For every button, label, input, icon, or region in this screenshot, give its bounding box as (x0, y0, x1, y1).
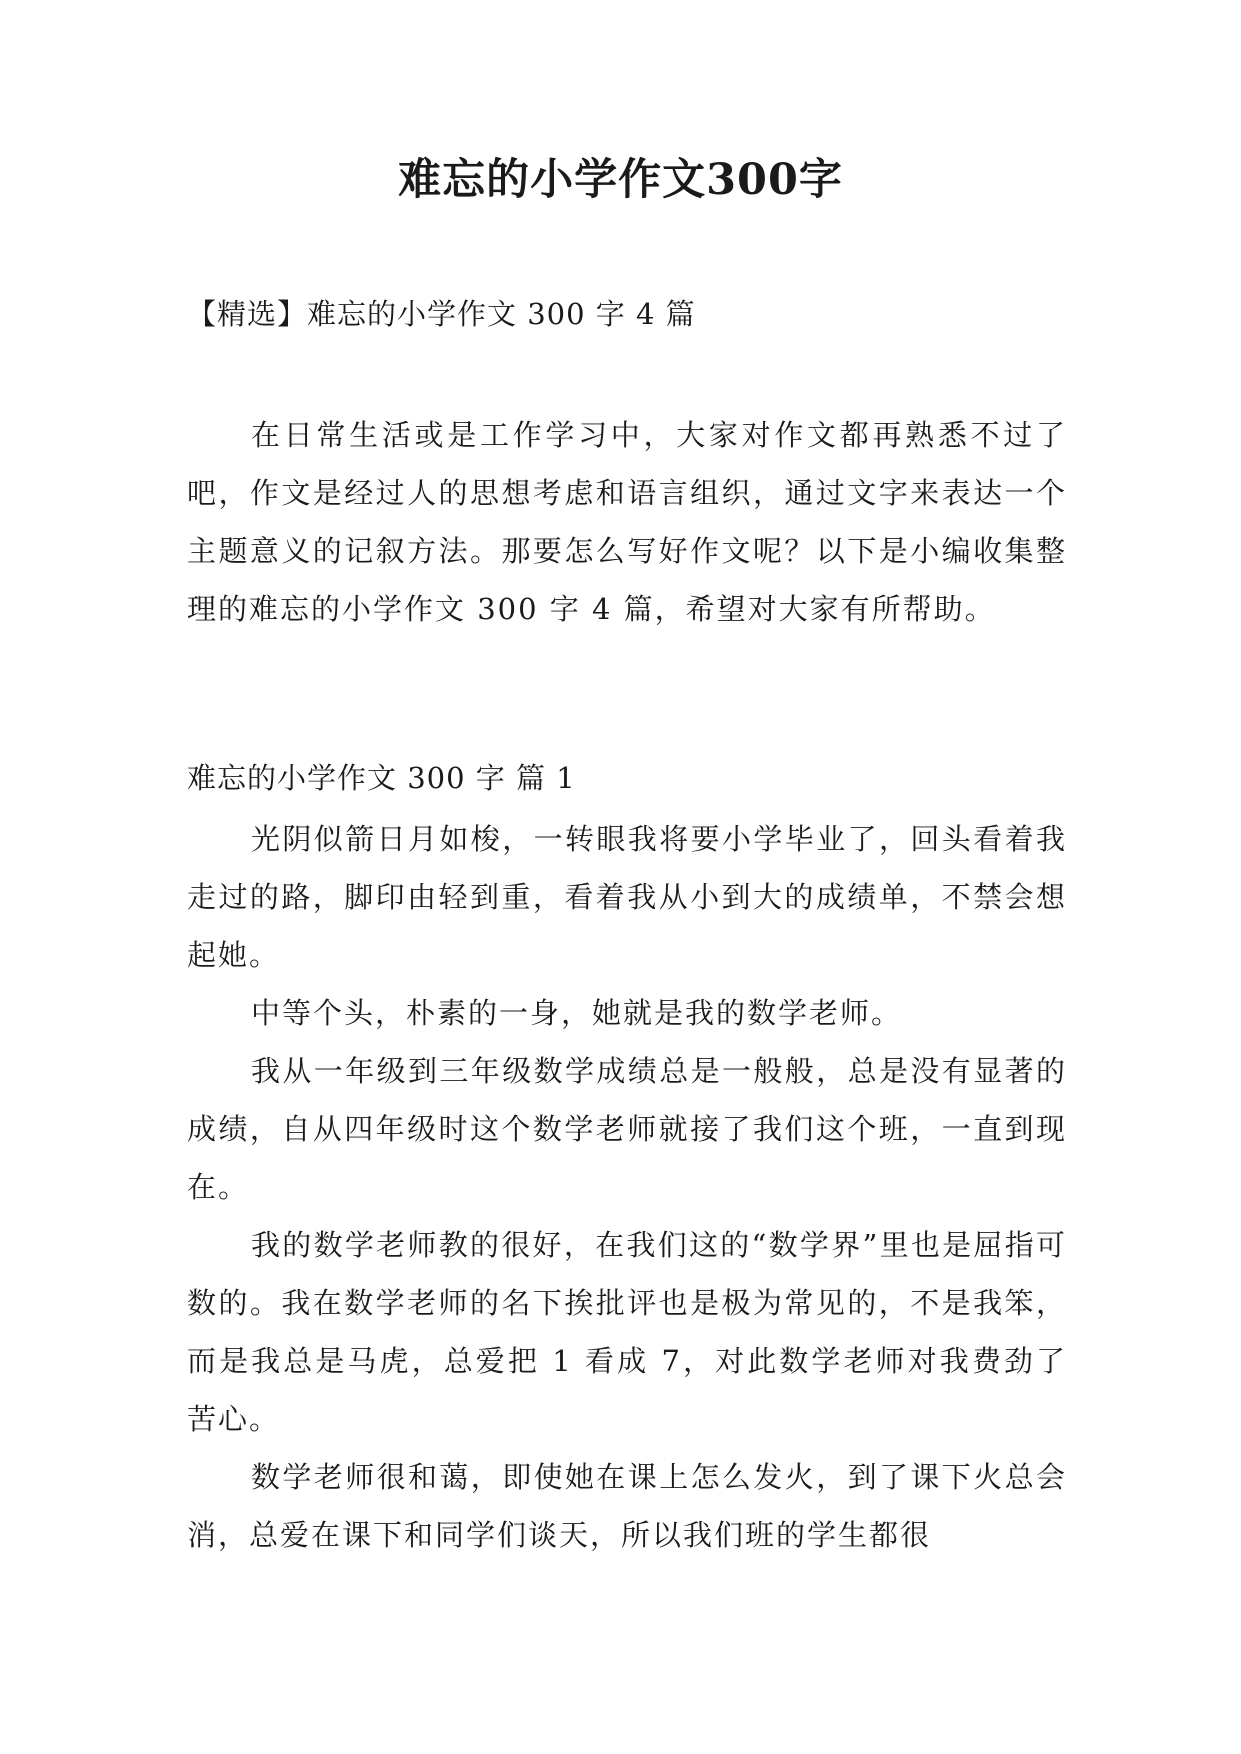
intro-paragraph: 在日常生活或是工作学习中，大家对作文都再熟悉不过了吧，作文是经过人的思想考虑和语言组织，通过文字来表达一个主题意义的记叙方法。那要怎么写好作文呢？以下是小编收集整理的难忘的小学作文 300 字 4 篇，希望对大家有所帮助。 (187, 418, 1067, 626)
section-body (187, 810, 1067, 1564)
body-paragraph: 我从一年级到三年级数学成绩总是一般般，总是没有显著的成绩，自从四年级时这个数学老师就接了我们这个班，一直到现在。 (187, 1054, 1067, 1204)
body-paragraph: 数学老师很和蔼，即使她在课上怎么发火，到了课下火总会消，总爱在课下和同学们谈天，所以我们班的学生都很 (187, 1460, 1067, 1552)
intro-block (187, 406, 1067, 638)
document-title: 难忘的小学作文300字 (398, 155, 843, 205)
body-paragraph: 中等个头，朴素的一身，她就是我的数学老师。 (251, 996, 903, 1030)
body-paragraph: 光阴似箭日月如梭，一转眼我将要小学毕业了，回头看着我走过的路，脚印由轻到重，看着我从小到大的成绩单，不禁会想起她。 (187, 822, 1067, 972)
document-subtitle: 【精选】难忘的小学作文 300 字 4 篇 (187, 297, 696, 331)
body-paragraph: 我的数学老师教的很好，在我们这的“数学界”里也是屈指可数的。我在数学老师的名下挨批评也是极为常见的，不是我笨，而是我总是马虎，总爱把 1 看成 7，对此数学老师对我费劲了苦心。 (187, 1228, 1067, 1436)
section-heading: 难忘的小学作文 300 字 篇 1 (187, 761, 576, 795)
